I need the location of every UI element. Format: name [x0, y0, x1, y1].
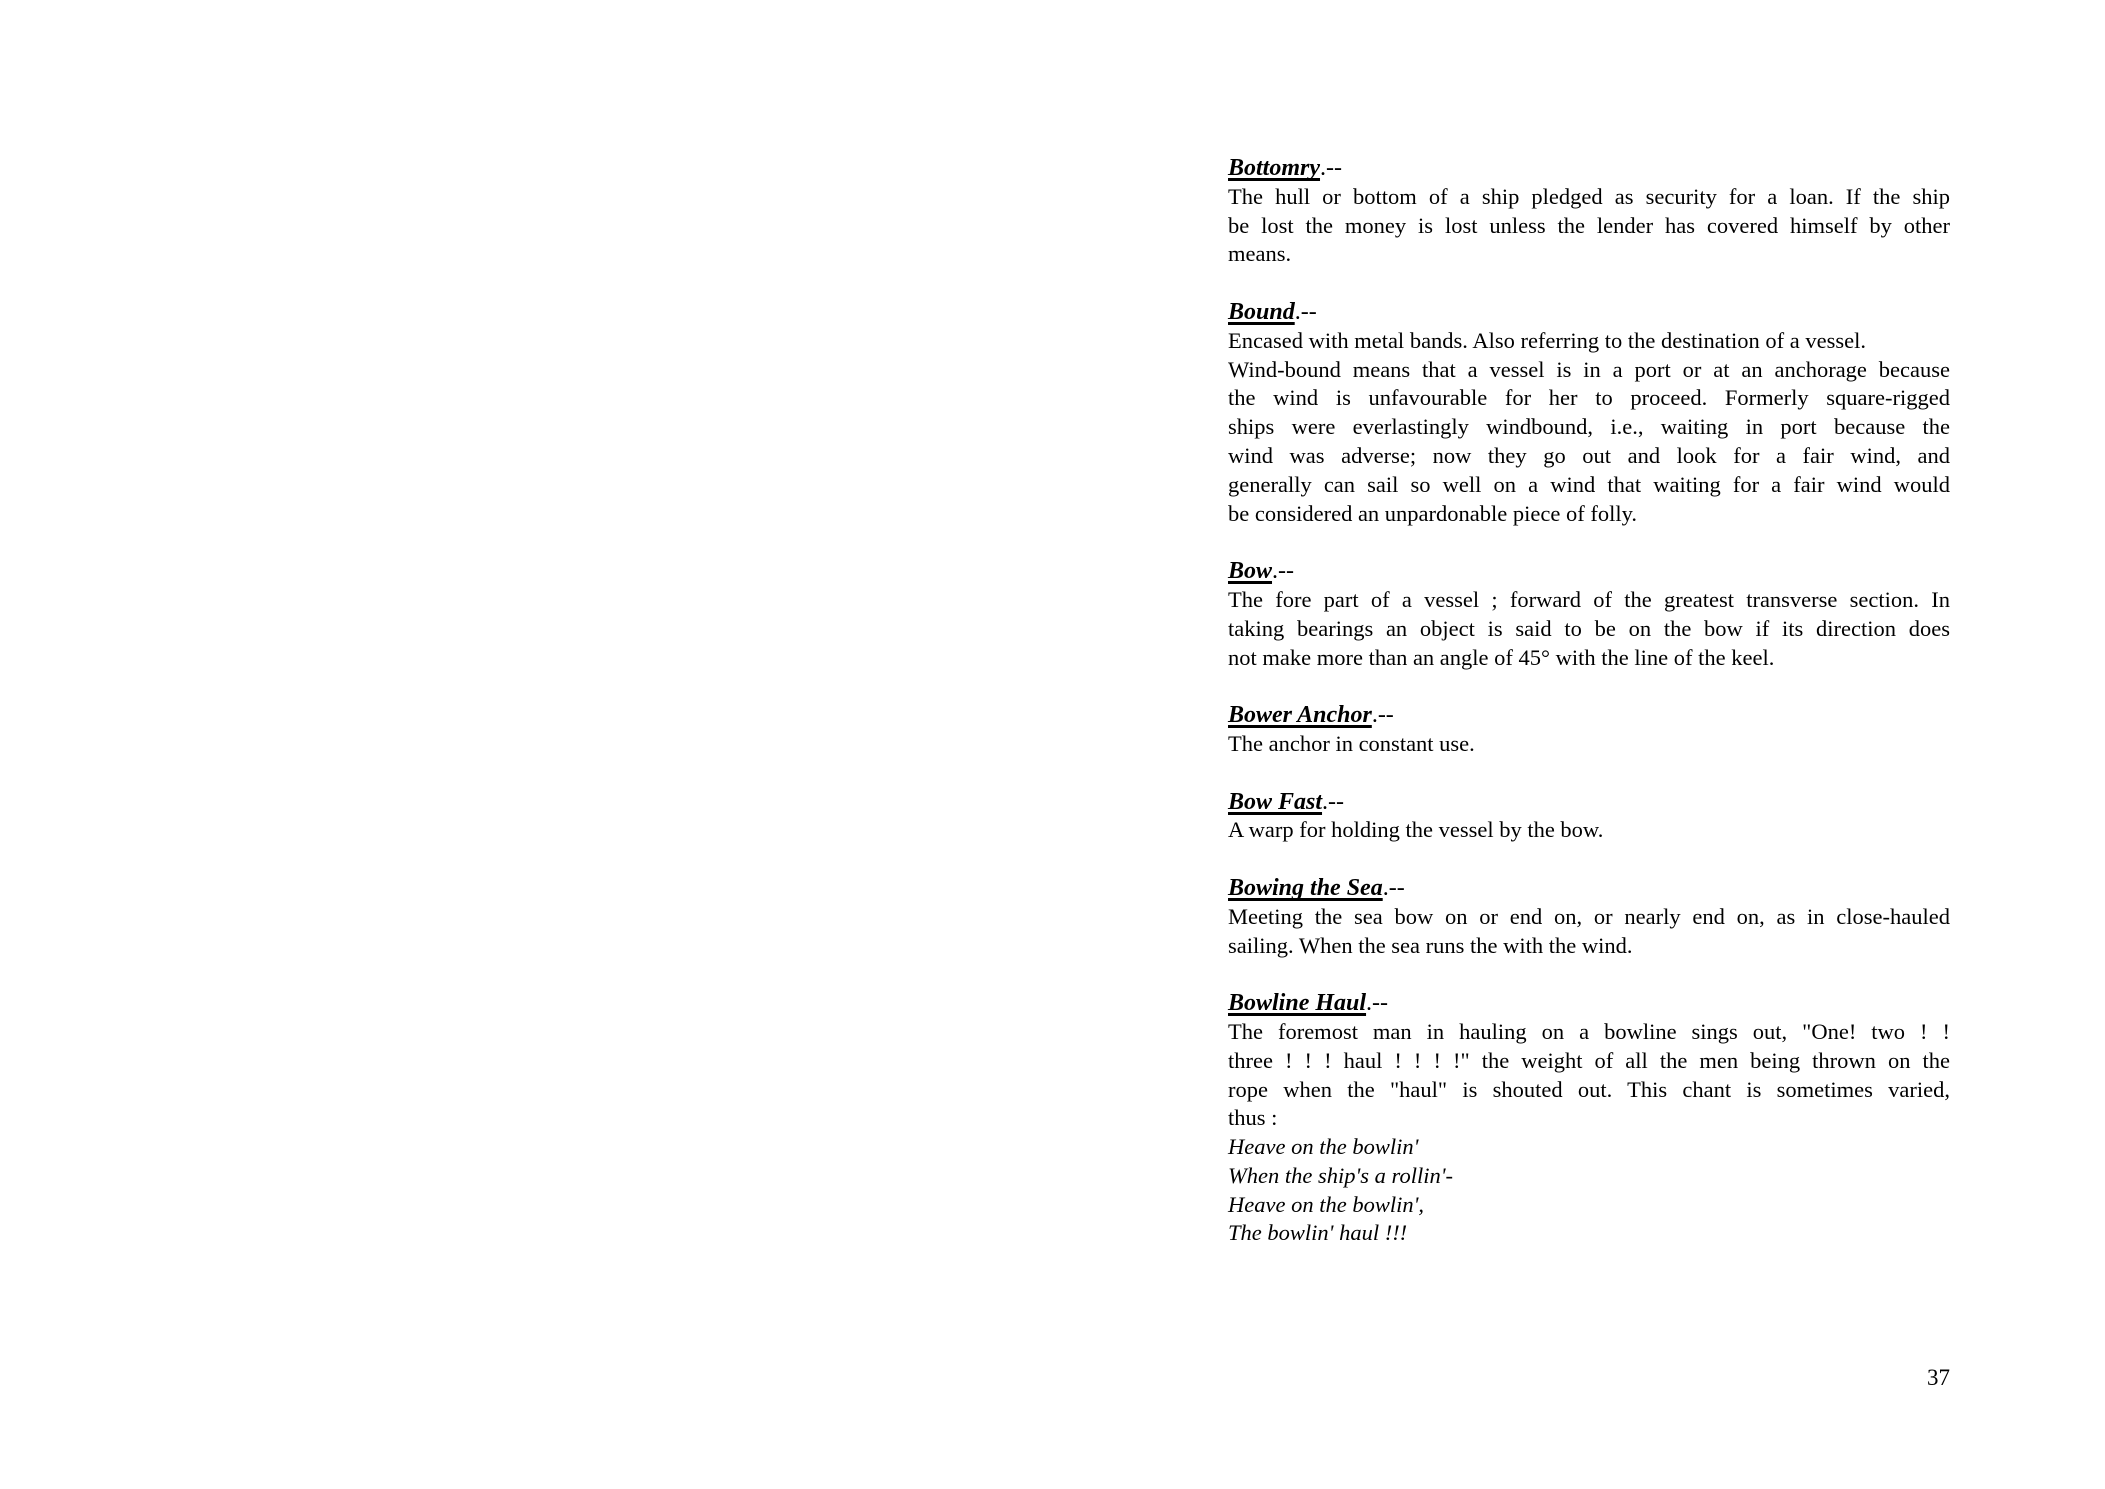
entry-heading — [1228, 989, 1950, 1018]
definition-line: Wind-bound means that a vessel is in a port or at an anchorage because — [1228, 356, 1950, 382]
definition-line: Encased with metal bands. Also referring to the destination of a vessel. — [1228, 327, 1866, 353]
definition-line: The bowlin' haul !!! — [1228, 1220, 1408, 1246]
entry-term: Bottomry — [1228, 155, 1321, 181]
definition-line: be lost the money is lost unless the lender has covered himself by other — [1228, 212, 1950, 238]
glossary-entry — [1228, 298, 1950, 528]
definition-line: generally can sail so well on a wind that waiting for a fair wind would — [1228, 471, 1950, 497]
entry-term: Bower Anchor — [1228, 702, 1372, 729]
definition-line: not make more than an angle of 45° with the line of the keel. — [1228, 644, 1775, 670]
glossary-column — [1228, 154, 1950, 1277]
definition-line: The anchor in constant use. — [1228, 730, 1475, 756]
glossary-entry — [1228, 557, 1950, 672]
entry-term: Bound — [1228, 298, 1295, 325]
entry-separator: .-- — [1371, 702, 1394, 729]
entry-term: Bow — [1228, 558, 1273, 585]
entry-term: Bowline Haul — [1228, 990, 1367, 1017]
definition-line: be considered an unpardonable piece of folly. — [1228, 500, 1637, 526]
glossary-entry — [1228, 874, 1950, 960]
definition-line: rope when the "haul" is shouted out. This chant is sometimes varied, — [1228, 1076, 1950, 1102]
entry-separator: .-- — [1366, 990, 1389, 1017]
definition-line: When the ship's a rollin'- — [1228, 1162, 1454, 1188]
entry-separator: .-- — [1322, 788, 1345, 815]
definition-line: The fore part of a vessel ; forward of the greatest transverse section. In — [1228, 586, 1950, 612]
definition-line: ships were everlastingly windbound, i.e., waiting in port because the — [1228, 414, 1950, 440]
entry-heading — [1228, 557, 1950, 586]
definition-line: the wind is unfavourable for her to proceed. Formerly square-rigged — [1228, 385, 1950, 411]
definition-line: The foremost man in hauling on a bowline sings out, "One! two ! ! — [1228, 1018, 1950, 1044]
definition-line: taking bearings an object is said to be on the bow if its direction does — [1228, 615, 1950, 641]
entry-separator: .-- — [1294, 298, 1317, 325]
glossary-entry — [1228, 788, 1950, 846]
entry-separator: .-- — [1382, 874, 1405, 901]
definition-line: means. — [1228, 241, 1292, 267]
entry-separator: .-- — [1320, 155, 1342, 181]
definition-line: wind was adverse; now they go out and look for a fair wind, and — [1228, 442, 1950, 468]
definition-line: A warp for holding the vessel by the bow. — [1228, 817, 1604, 843]
entry-term: Bow Fast — [1228, 788, 1323, 815]
definition-line: Meeting the sea bow on or end on, or nearly end on, as in close-hauled — [1228, 903, 1950, 929]
definition-line: thus : — [1228, 1105, 1278, 1131]
glossary-entry — [1228, 701, 1950, 759]
entry-heading — [1228, 874, 1950, 903]
entry-heading — [1228, 701, 1950, 730]
definition-line: sailing. When the sea runs the with the wind. — [1228, 932, 1633, 958]
definition-line: Heave on the bowlin' — [1228, 1134, 1419, 1160]
glossary-entry — [1228, 154, 1950, 269]
entry-heading — [1228, 788, 1950, 817]
entry-heading — [1228, 154, 1950, 183]
definition-line: The hull or bottom of a ship pledged as security for a loan. If the ship — [1228, 183, 1950, 209]
definition-line: Heave on the bowlin', — [1228, 1191, 1425, 1217]
glossary-entry — [1228, 989, 1950, 1248]
page-number: 37 — [1927, 1365, 1950, 1390]
entry-separator: .-- — [1272, 558, 1294, 585]
entry-term: Bowing the Sea — [1228, 874, 1383, 901]
entry-heading — [1228, 298, 1950, 327]
definition-line: three ! ! ! haul ! ! ! !" the weight of all the men being thrown on the — [1228, 1047, 1950, 1073]
